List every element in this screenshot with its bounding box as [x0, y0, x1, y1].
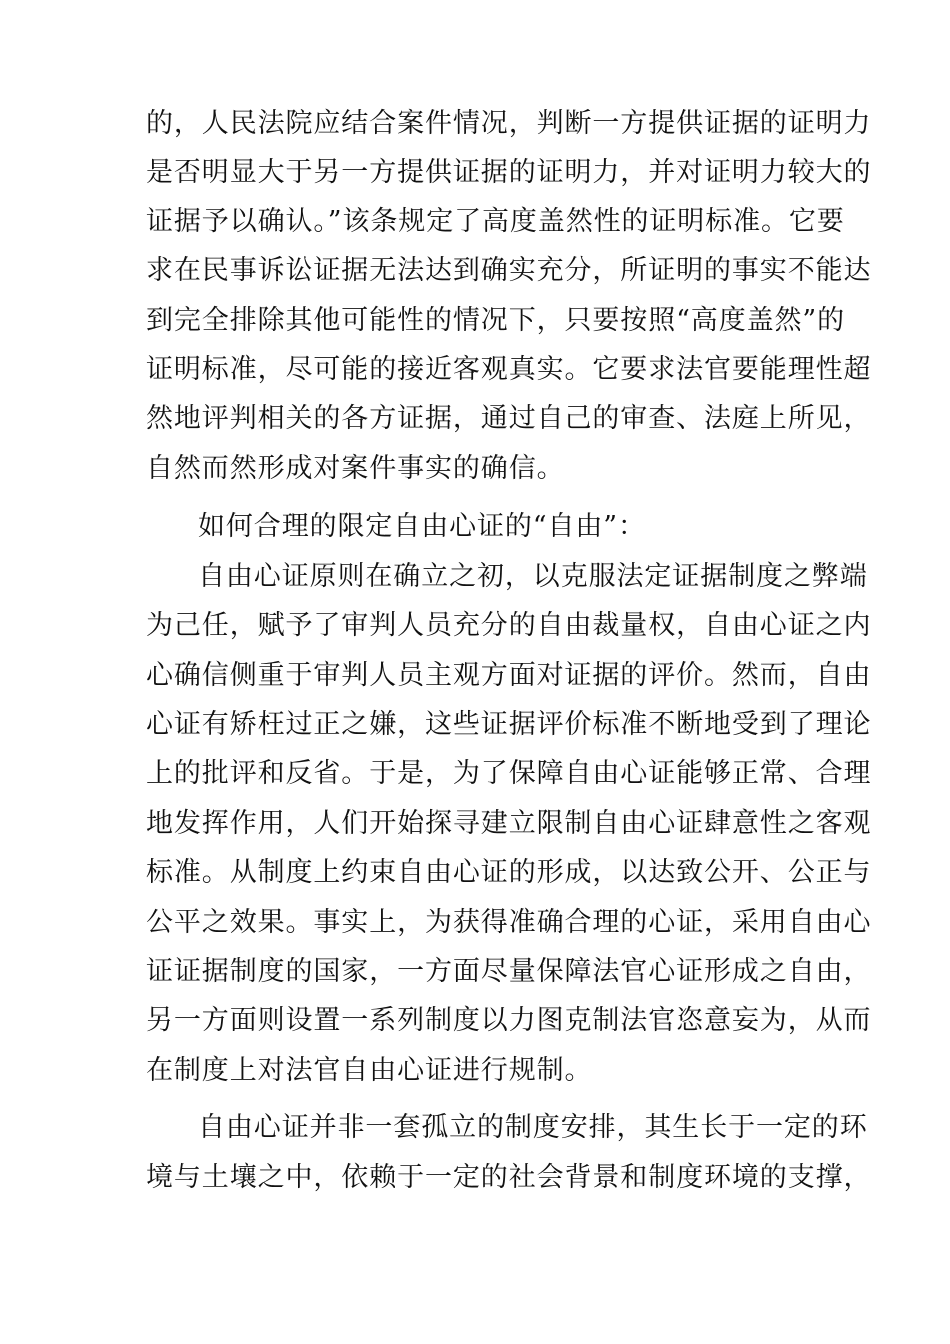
- text-line: 的，人民法院应结合案件情况，判断一方提供证据的证明力: [146, 108, 872, 139]
- text-line: 然地评判相关的各方证据，通过自己的审查、法庭上所见，: [146, 403, 872, 434]
- paragraph-first-line: 自由心证原则在确立之初，以克服法定证据制度之弊端: [198, 561, 868, 592]
- text-line: 境与土壤之中，依赖于一定的社会背景和制度环境的支撑，: [146, 1162, 872, 1193]
- text-line: 心确信侧重于审判人员主观方面对证据的评价。然而，自由: [146, 660, 872, 691]
- text-line: 为己任，赋予了审判人员充分的自由裁量权，自由心证之内: [146, 610, 872, 641]
- section-heading: 如何合理的限定自由心证的“自由”：: [198, 511, 646, 542]
- text-line: 自然而然形成对案件事实的确信。: [146, 453, 565, 484]
- text-line: 心证有矫枉过正之嫌，这些证据评价标准不断地受到了理论: [146, 709, 872, 740]
- text-line: 另一方面则设置一系列制度以力图克制法官恣意妄为，从而: [146, 1005, 872, 1036]
- text-line: 标准。从制度上约束自由心证的形成，以达致公开、公正与: [146, 857, 872, 888]
- text-line: 到完全排除其他可能性的情况下，只要按照“高度盖然”的: [146, 305, 846, 336]
- text-line: 公平之效果。事实上，为获得准确合理的心证，采用自由心: [146, 907, 872, 938]
- text-line: 上的批评和反省。于是，为了保障自由心证能够正常、合理: [146, 758, 872, 789]
- text-line: 地发挥作用，人们开始探寻建立限制自由心证肆意性之客观: [146, 808, 872, 839]
- text-line: 证据予以确认。”该条规定了高度盖然性的证明标准。它要: [146, 206, 845, 237]
- text-line: 在制度上对法官自由心证进行规制。: [146, 1055, 593, 1086]
- text-line: 求在民事诉讼证据无法达到确实充分，所证明的事实不能达: [146, 255, 872, 286]
- text-line: 证证据制度的国家，一方面尽量保障法官心证形成之自由，: [146, 956, 872, 987]
- text-line: 是否明显大于另一方提供证据的证明力，并对证明力较大的: [146, 157, 872, 188]
- paragraph-first-line: 自由心证并非一套孤立的制度安排，其生长于一定的环: [198, 1112, 868, 1143]
- text-line: 证明标准，尽可能的接近客观真实。它要求法官要能理性超: [146, 354, 872, 385]
